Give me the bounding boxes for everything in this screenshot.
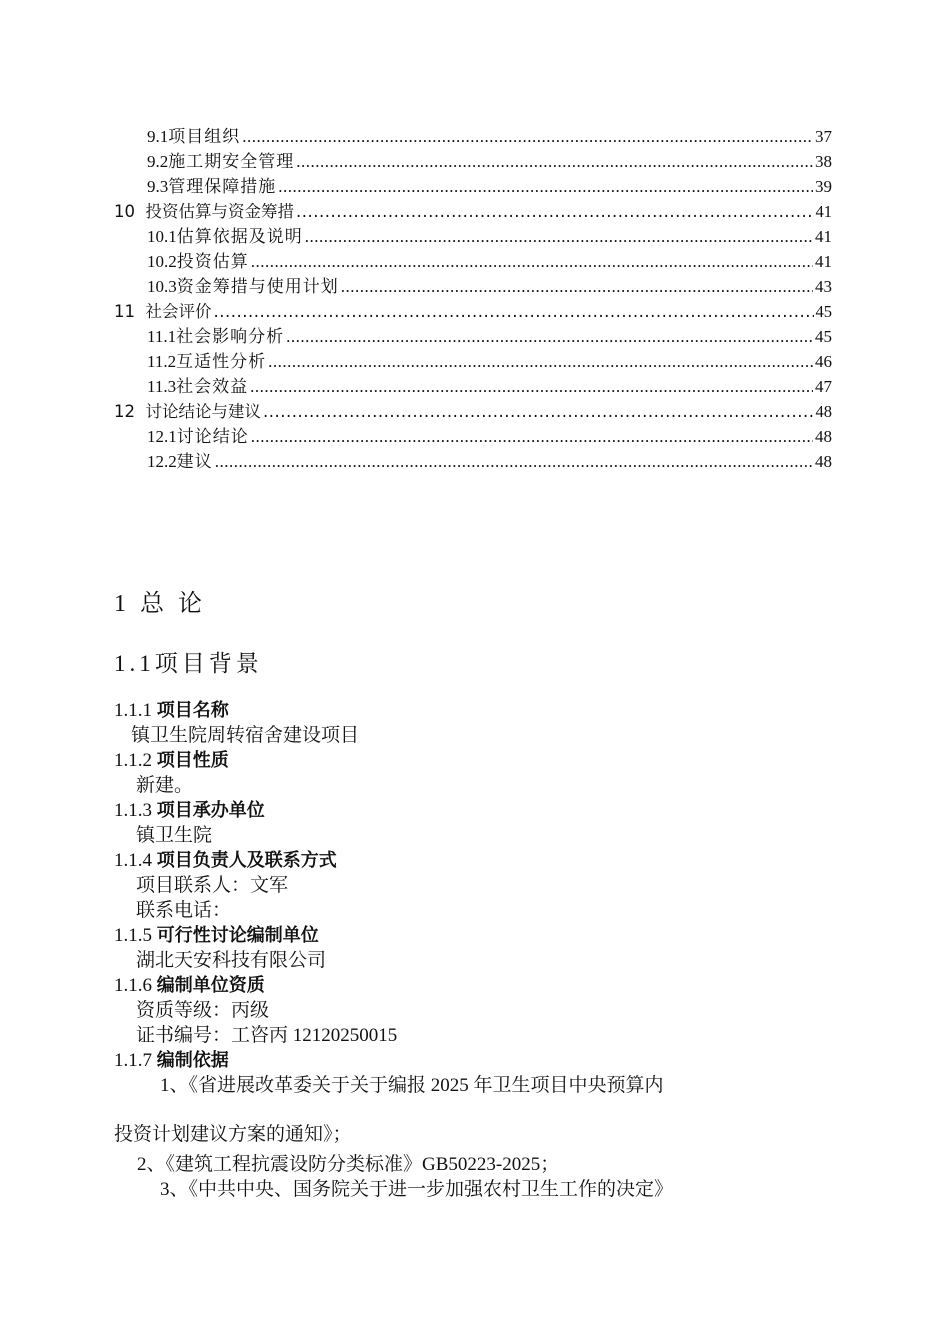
reference-item-2: 2、《建筑工程抗震设防分类标准》GB50223-2025；	[137, 1154, 560, 1175]
toc-leader-dots	[278, 174, 813, 199]
toc-entry-title: 社会效益	[176, 377, 249, 396]
subsection-body-line: 资质等级：丙级	[136, 1000, 270, 1021]
subsection-title: 编制依据	[156, 1050, 229, 1071]
toc-leader-dots	[214, 299, 814, 324]
subsection-body-line: 证书编号：工咨丙 12120250015	[136, 1025, 398, 1046]
toc-entry-title: 估算依据及说明	[176, 227, 303, 246]
toc-entry[interactable]	[114, 174, 832, 199]
subsection-heading	[114, 973, 834, 998]
toc-entry-title: 投资估算	[176, 252, 249, 271]
toc-entry-page: 45	[815, 302, 832, 321]
subsection-heading	[114, 798, 834, 823]
table-of-contents	[114, 124, 832, 474]
toc-entry-title: 项目组织	[168, 127, 241, 146]
toc-entry-number: 10.3	[147, 277, 177, 296]
toc-entry-title: 讨论结论	[176, 427, 249, 446]
subsection-heading	[114, 748, 834, 773]
subsection-title: 编制单位资质	[156, 975, 265, 996]
toc-entry-page: 45	[815, 327, 832, 346]
toc-entry[interactable]	[114, 274, 832, 299]
subsection-title: 项目承办单位	[156, 800, 265, 821]
subsection-number: 1.1.4	[114, 850, 152, 871]
subsection-body-line: 湖北天安科技有限公司	[136, 950, 327, 971]
toc-leader-dots	[250, 374, 813, 399]
toc-entry-number: 11	[114, 302, 135, 321]
subsection-title: 项目负责人及联系方式	[156, 850, 337, 871]
toc-leader-dots	[215, 449, 813, 474]
toc-entry[interactable]	[114, 324, 832, 349]
toc-entry-page: 41	[815, 227, 832, 246]
subsection-number: 1.1.3	[114, 800, 152, 821]
subsection-body-line: 镇卫生院	[136, 825, 213, 846]
toc-entry-number: 9.2	[147, 152, 169, 171]
chapter-number: 1	[114, 591, 130, 617]
toc-entry-title: 施工期安全管理	[168, 152, 295, 171]
toc-entry-title: 互适性分析	[176, 352, 267, 371]
toc-entry[interactable]	[114, 374, 832, 399]
subsection-body-line: 新建。	[136, 775, 194, 796]
toc-entry-number: 11.2	[147, 352, 177, 371]
toc-entry-number: 10.2	[147, 252, 177, 271]
toc-leader-dots	[286, 324, 813, 349]
toc-entry-page: 46	[815, 352, 832, 371]
toc-leader-dots	[242, 124, 813, 149]
toc-entry-page: 39	[815, 177, 832, 196]
toc-entry-number: 10.1	[147, 227, 177, 246]
toc-entry-title: 社会评价	[145, 302, 212, 321]
toc-entry[interactable]	[114, 424, 832, 449]
toc-entry-separator	[135, 199, 146, 224]
toc-leader-dots	[263, 399, 814, 424]
toc-entry-number: 9.1	[147, 127, 169, 146]
toc-entry-number: 11.1	[147, 327, 177, 346]
toc-entry-title: 投资估算与资金筹措	[145, 202, 294, 221]
subsection-number: 1.1.5	[114, 925, 152, 946]
toc-entry[interactable]	[114, 449, 832, 474]
subsection-title: 项目名称	[156, 700, 229, 721]
subsection-title: 可行性讨论编制单位	[156, 925, 319, 946]
subsection-number: 1.1.7	[114, 1050, 152, 1071]
subsection-body-line: 联系电话：	[136, 900, 232, 921]
toc-entry-page: 38	[815, 152, 832, 171]
subsection-number: 1.1.2	[114, 750, 152, 771]
toc-entry-title: 资金筹措与使用计划	[176, 277, 339, 296]
toc-entry-title: 社会影响分析	[176, 327, 285, 346]
toc-entry-page: 43	[815, 277, 832, 296]
toc-entry[interactable]	[114, 199, 832, 224]
subsection-heading	[114, 1048, 834, 1073]
subsection-body-line: 项目联系人：文军	[136, 875, 289, 896]
subsection-body-line: 1、《省进展改革委关于关于编报 2025 年卫生项目中央预算内	[160, 1075, 664, 1096]
subsection-heading	[114, 848, 834, 873]
chapter-heading	[114, 583, 206, 618]
toc-entry-page: 48	[815, 402, 832, 421]
toc-entry-page: 48	[815, 427, 832, 446]
section-title: 项目背景	[154, 651, 263, 676]
subsection-number: 1.1.1	[114, 700, 152, 721]
toc-entry-title: 建议	[176, 452, 213, 471]
subsection-heading	[114, 923, 834, 948]
toc-entry-number: 10	[114, 202, 135, 221]
toc-entry-number: 12.2	[147, 452, 177, 471]
toc-leader-dots	[251, 424, 813, 449]
section-heading	[114, 645, 263, 678]
toc-entry[interactable]	[114, 224, 832, 249]
toc-entry[interactable]	[114, 149, 832, 174]
toc-entry-title: 讨论结论与建议	[145, 402, 261, 421]
toc-entry[interactable]	[114, 399, 832, 424]
toc-entry-number: 12.1	[147, 427, 177, 446]
subsection-body-line: 镇卫生院周转宿舍建设项目	[131, 725, 360, 746]
subsection-number: 1.1.6	[114, 975, 152, 996]
toc-entry-page: 47	[815, 377, 832, 396]
toc-entry-page: 41	[815, 202, 832, 221]
chapter-title: 总 论	[140, 591, 206, 617]
toc-entry-number: 9.3	[147, 177, 169, 196]
toc-entry-number: 12	[114, 402, 135, 421]
toc-entry[interactable]	[114, 349, 832, 374]
toc-leader-dots	[296, 199, 814, 224]
toc-leader-dots	[296, 149, 813, 174]
paragraph-continuation: 投资计划建议方案的通知》；	[114, 1124, 352, 1145]
subsection-list	[114, 698, 834, 1098]
toc-entry-page: 41	[815, 252, 832, 271]
toc-entry[interactable]	[114, 249, 832, 274]
toc-leader-dots	[341, 274, 813, 299]
toc-entry-page: 37	[815, 127, 832, 146]
toc-leader-dots	[251, 249, 813, 274]
toc-entry[interactable]	[114, 299, 832, 324]
toc-leader-dots	[268, 349, 813, 374]
toc-entry-page: 48	[815, 452, 832, 471]
toc-entry-title: 管理保障措施	[168, 177, 277, 196]
reference-item-3: 3、《中共中央、国务院关于进一步加强农村卫生工作的决定》	[160, 1179, 674, 1200]
toc-entry-number: 11.3	[147, 377, 177, 396]
section-number: 1.1	[114, 651, 155, 676]
subsection-heading	[114, 698, 834, 723]
subsection-title: 项目性质	[156, 750, 229, 771]
toc-entry-separator	[135, 399, 146, 424]
toc-entry-separator	[135, 299, 146, 324]
toc-leader-dots	[305, 224, 813, 249]
toc-entry[interactable]	[114, 124, 832, 149]
